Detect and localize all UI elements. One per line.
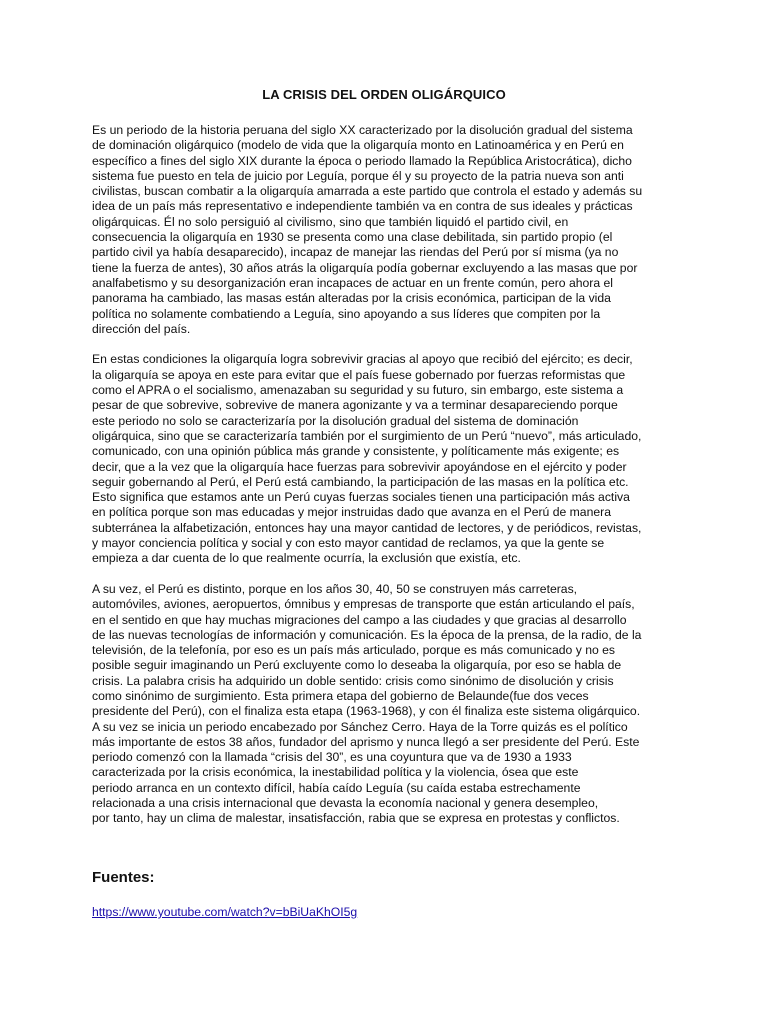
paragraph-line: pesar de que sobrevive, sobrevive de manera agonizante y va a terminar desapareciendo porque bbox=[92, 398, 618, 413]
document-title: LA CRISIS DEL ORDEN OLIGÁRQUICO bbox=[262, 87, 506, 102]
sources-heading: Fuentes: bbox=[92, 869, 155, 886]
paragraph-line: A su vez se inicia un periodo encabezado por Sánchez Cerro. Haya de la Torre quizás es el político bbox=[92, 719, 628, 734]
paragraph-line: civilistas, buscan combatir a la oligarquía amarrada a este partido que controla el estado y además su bbox=[92, 184, 643, 199]
paragraph-line: decir, que a la vez que la oligarquía hace fuerzas para sobrevivir apoyándose en el ejército y poder bbox=[92, 459, 627, 474]
paragraph-line: automóviles, aviones, aeropuertos, ómnibus y empresas de transporte que están articulando el país, bbox=[92, 597, 635, 612]
paragraph-line: idea de un país más representativo e independiente también va en contra de sus ideales y prácticas bbox=[92, 199, 633, 214]
paragraph-line: crisis. La palabra crisis ha adquirido un doble sentido: crisis como sinónimo de disolución y crisis bbox=[92, 673, 614, 688]
paragraph-line: partido civil ya había desaparecido), incapaz de manejar las riendas del Perú por sí misma (ya no bbox=[92, 245, 619, 260]
source-link[interactable]: https://www.youtube.com/watch?v=bBiUaKhOI5g bbox=[92, 905, 358, 919]
paragraph-line: la oligarquía se apoya en este para evitar que el país fuese gobernado por fuerzas reformistas que bbox=[92, 367, 626, 382]
paragraph-line: analfabetismo y su desorganización eran incapaces de actuar en un frente común, pero ahora el bbox=[92, 275, 614, 290]
paragraph-line: comunicado, con una opinión pública más grande y consistente, y políticamente más exigente; es bbox=[92, 444, 620, 459]
paragraph-line: como sinónimo de surgimiento. Esta primera etapa del gobierno de Belaunde(fue dos veces bbox=[92, 688, 589, 703]
paragraph-line: En estas condiciones la oligarquía logra sobrevivir gracias al apoyo que recibió del ejército; es decir, bbox=[92, 352, 633, 367]
paragraph-line: específico a fines del siglo XIX durante la época o periodo llamado la República Aristocrática), dicho bbox=[92, 153, 632, 168]
paragraph-line: y mayor conciencia política y social y con esto mayor cantidad de reclamos, ya que la gente se bbox=[92, 536, 605, 551]
paragraph-line: subterránea la alfabetización, entonces hay una mayor cantidad de lectores, y de periódicos, revistas, bbox=[92, 520, 642, 535]
paragraph-line: televisión, de la telefonía, por eso es un país más articulado, porque es más comunicado y no es bbox=[92, 643, 616, 658]
paragraph bbox=[92, 123, 678, 337]
document-body bbox=[92, 123, 678, 842]
paragraph-line: empieza a dar cuenta de lo que realmente ocurría, la exclusión que existía, etc. bbox=[92, 551, 521, 566]
paragraph-line: oligárquicas. Él no solo persiguió al civilismo, sino que también liquidó el partido civil, en bbox=[92, 214, 569, 229]
paragraph-line: A su vez, el Perú es distinto, porque en los años 30, 40, 50 se construyen más carreteras, bbox=[92, 581, 578, 596]
paragraph-line: panorama ha cambiado, las masas están alteradas por la crisis económica, participan de la vida bbox=[92, 291, 611, 306]
paragraph-line: en política porque son mas educadas y mejor instruidas dado que avanza en el Perú de manera bbox=[92, 505, 611, 520]
paragraph-line: Esto significa que estamos ante un Perú cuyas fuerzas sociales tienen una participación más activa bbox=[92, 490, 630, 505]
paragraph-line: política no solamente combatiendo a Leguía, sino apoyando a sus líderes que compiten por la bbox=[92, 306, 601, 321]
paragraph-line: de las nuevas tecnologías de información y comunicación. Es la época de la prensa, de la radio, de la bbox=[92, 627, 642, 642]
paragraph-line: consecuencia la oligarquía en 1930 se presenta como una clase debilitada, sin partido propio (el bbox=[92, 230, 613, 245]
paragraph-line: posible seguir imaginando un Perú excluyente como lo deseaba la oligarquía, por eso se habla de bbox=[92, 658, 622, 673]
paragraph-line: este periodo no solo se caracterizaría por la disolución gradual del sistema de dominación bbox=[92, 413, 579, 428]
paragraph-line: en el sentido en que hay muchas migraciones del campo a las ciudades y que gracias al desarrollo bbox=[92, 612, 627, 627]
paragraph-line: Es un periodo de la historia peruana del siglo XX caracterizado por la disolución gradual del sistema bbox=[92, 123, 633, 137]
paragraph-line: como el APRA o el socialismo, amenazaban su seguridad y su futuro, sin embargo, este sistema a bbox=[92, 383, 624, 398]
paragraph-line: de dominación oligárquico (modelo de vida que la oligarquía monto en Latinoamérica y en Perú en bbox=[92, 138, 624, 153]
paragraph-line: más importante de estos 38 años, fundador del aprismo y nunca llegó a ser presidente del Perú. Este bbox=[92, 734, 640, 749]
paragraph-line: oligárquica, sino que se caracterizaría también por el surgimiento de un Perú “nuevo”, más articulado, bbox=[92, 428, 642, 443]
paragraph-line: relacionada a una crisis internacional que devasta la economía nacional y genera desempleo, bbox=[92, 796, 599, 811]
paragraph-line: dirección del país. bbox=[92, 321, 191, 336]
paragraph-line: presidente del Perú), con el finaliza esta etapa (1963-1968), y con él finaliza este sistema oligárquico. bbox=[92, 704, 641, 719]
paragraph bbox=[92, 352, 678, 566]
paragraph bbox=[92, 582, 678, 827]
paragraph-line: sistema fue puesto en tela de juicio por Leguía, porque él y su proyecto de la patria nueva son anti bbox=[92, 168, 624, 183]
paragraph-line: seguir gobernando al Perú, el Perú está cambiando, la participación de las masas en la política etc. bbox=[92, 474, 629, 489]
paragraph-line: por tanto, hay un clima de malestar, insatisfacción, rabia que se expresa en protestas y conflictos. bbox=[92, 811, 620, 826]
paragraph-line: tiene la fuerza de antes), 30 años atrás la oligarquía podía gobernar excluyendo a las masas que por bbox=[92, 260, 638, 275]
paragraph-line: caracterizada por la crisis económica, la inestabilidad política y la violencia, ósea que este bbox=[92, 765, 579, 780]
paragraph-line: periodo comenzó con la llamada “crisis del 30”, es una coyuntura que va de 1930 a 1933 bbox=[92, 750, 572, 765]
paragraph-line: periodo arranca en un contexto difícil, había caído Leguía (su caída estaba estrechamente bbox=[92, 780, 581, 795]
